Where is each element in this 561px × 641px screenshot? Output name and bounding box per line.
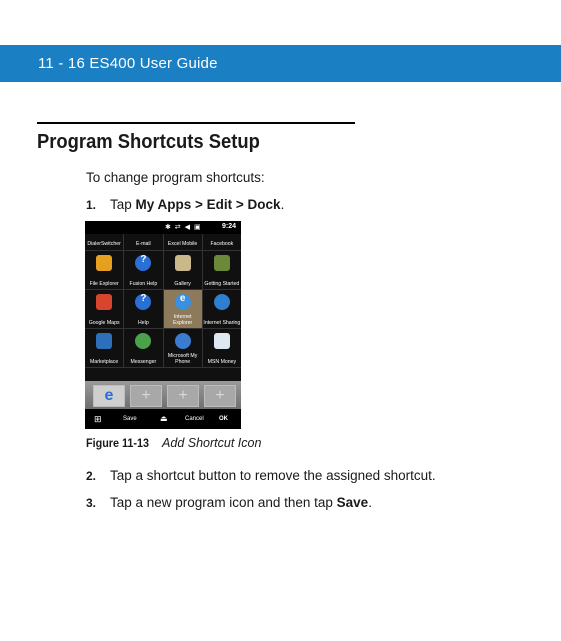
- getting-started-icon: [214, 255, 230, 271]
- dock-slot-empty[interactable]: [204, 385, 236, 407]
- app-tile-msn-money[interactable]: MSN Money: [203, 329, 241, 367]
- figure-title: Add Shortcut Icon: [162, 436, 262, 450]
- figure-number: Figure 11-13: [86, 436, 150, 450]
- header-bar: [0, 45, 561, 82]
- step-text: Tap: [110, 197, 136, 212]
- gallery-icon: [175, 255, 191, 271]
- step-text: Tap a new program icon and then tap: [110, 495, 337, 510]
- status-icons: ✱ ⇄ ◀ ▣: [165, 224, 202, 231]
- step-number: 2.: [86, 469, 97, 483]
- app-row: [85, 234, 241, 251]
- app-tile-internet-sharing[interactable]: Internet Sharing: [203, 290, 241, 328]
- help-icon: ?: [135, 294, 151, 310]
- section-rule: [37, 122, 355, 124]
- app-tile-getting-started[interactable]: Getting Started: [203, 251, 241, 289]
- status-time: 9:24: [221, 223, 236, 230]
- app-tile-fusion-help[interactable]: ? Fusion Help: [124, 251, 163, 289]
- app-grid: [85, 234, 241, 368]
- messenger-icon: [135, 333, 151, 349]
- help-icon: ?: [135, 255, 151, 271]
- cancel-softkey[interactable]: Cancel: [185, 416, 204, 422]
- app-tile-marketplace[interactable]: Marketplace: [85, 329, 124, 367]
- intro-text: To change program shortcuts:: [86, 170, 265, 185]
- figure-caption: [86, 436, 261, 450]
- app-tile[interactable]: Facebook: [210, 241, 234, 247]
- section-title: Program Shortcuts Setup: [37, 131, 260, 153]
- step-bold: Save: [336, 495, 369, 510]
- plus-icon: +: [215, 387, 225, 404]
- soft-key-bar: [85, 409, 241, 429]
- app-tile-internet-explorer[interactable]: e Internet Explorer: [164, 290, 203, 328]
- windows-icon[interactable]: ⊞: [94, 414, 102, 424]
- step-text: Tap a shortcut button to remove the assigned shortcut.: [110, 468, 436, 483]
- ok-softkey[interactable]: OK: [219, 416, 228, 422]
- status-bar: [85, 221, 241, 234]
- step-number: 1.: [86, 198, 97, 212]
- phone-screenshot: [85, 221, 241, 429]
- app-tile-google-maps[interactable]: Google Maps: [85, 290, 124, 328]
- folder-icon: [96, 255, 112, 271]
- lock-icon[interactable]: ⏏: [160, 414, 168, 423]
- step-bold: My Apps > Edit > Dock: [135, 197, 281, 212]
- marketplace-icon: [96, 333, 112, 349]
- dock-slot-empty[interactable]: [130, 385, 162, 407]
- dock-bar: [85, 381, 241, 409]
- app-tile-my-phone[interactable]: Microsoft My Phone: [164, 329, 203, 367]
- ie-icon: e: [175, 294, 191, 310]
- step-number: 3.: [86, 496, 97, 510]
- chart-icon: [214, 333, 230, 349]
- app-row: [85, 290, 241, 329]
- app-tile-messenger[interactable]: Messenger: [124, 329, 163, 367]
- plus-icon: +: [178, 387, 188, 404]
- step-3: 3. Tap a new program icon and then tap Save.: [86, 495, 372, 510]
- step-2: [86, 468, 436, 483]
- dock-slot-empty[interactable]: [167, 385, 199, 407]
- myphone-icon: [175, 333, 191, 349]
- maps-icon: [96, 294, 112, 310]
- app-tile[interactable]: DialerSwitcher: [85, 234, 124, 250]
- save-softkey[interactable]: Save: [123, 416, 137, 422]
- app-tile-help[interactable]: ? Help: [124, 290, 163, 328]
- plus-icon: +: [141, 387, 151, 404]
- header-text: 11 - 16 ES400 User Guide: [38, 55, 218, 72]
- app-row: [85, 329, 241, 368]
- app-tile-gallery[interactable]: Gallery: [164, 251, 203, 289]
- app-tile-file-explorer[interactable]: File Explorer: [85, 251, 124, 289]
- app-tile[interactable]: E-mail: [124, 234, 163, 250]
- dock-slot-ie[interactable]: [93, 385, 125, 407]
- app-tile[interactable]: Excel Mobile: [164, 234, 203, 250]
- globe-icon: [214, 294, 230, 310]
- step-1: 1. Tap My Apps > Edit > Dock.: [86, 197, 285, 212]
- ie-icon: e: [104, 387, 114, 404]
- app-row: [85, 251, 241, 290]
